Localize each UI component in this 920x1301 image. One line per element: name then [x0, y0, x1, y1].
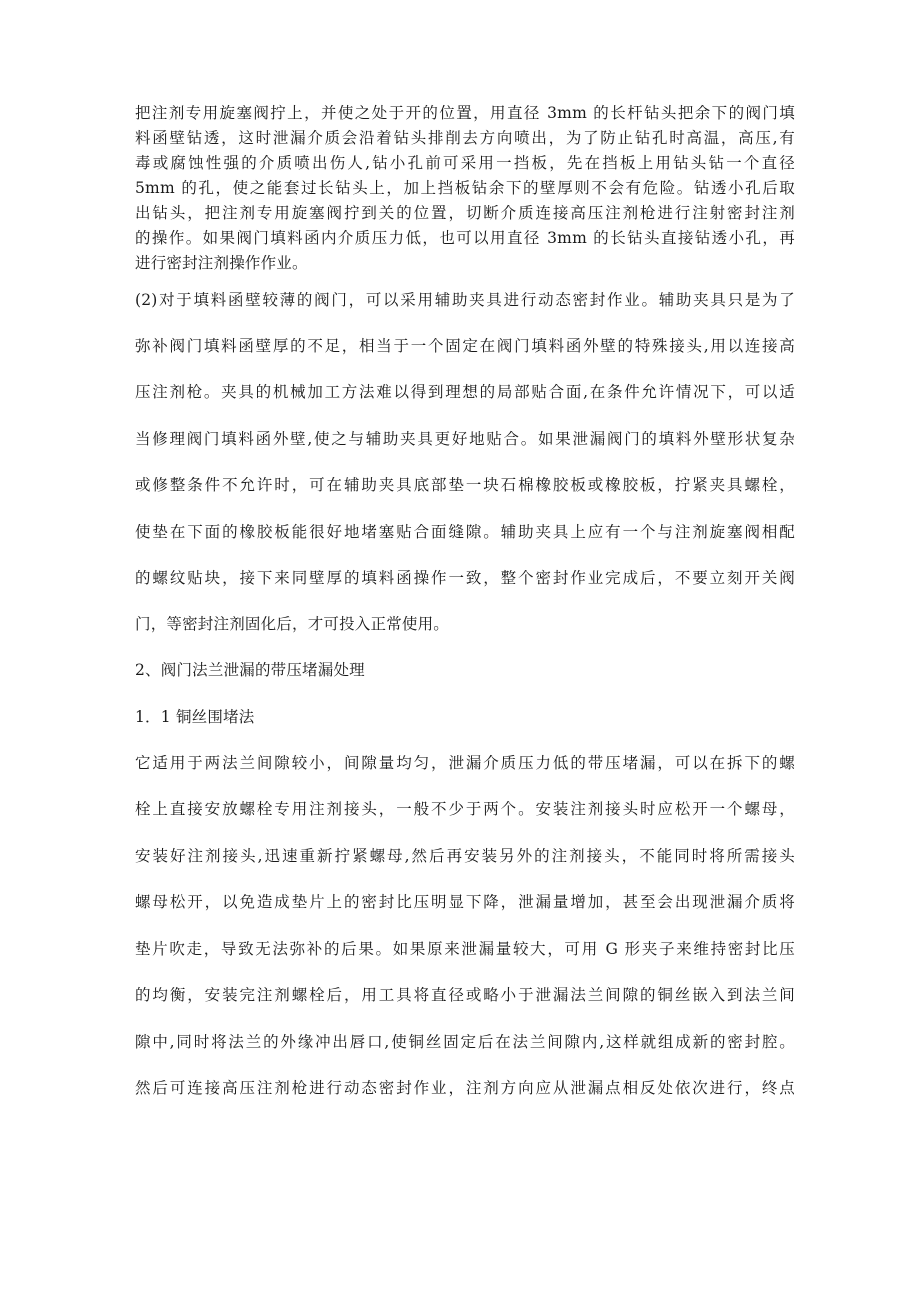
paragraph-3-line: 垫片吹走，导致无法弥补的后果。如果原来泄漏量较大，可用 G 形夹子来维持密封比压	[135, 940, 795, 958]
paragraph-3-line: 的均衡，安装完注剂螺栓后，用工具将直径或略小于泄漏法兰间隙的铜丝嵌入到法兰间	[135, 986, 795, 1004]
paragraph-2-line: 或修整条件不允许时，可在辅助夹具底部垫一块石棉橡胶板或橡胶板，拧紧夹具螺栓，	[135, 476, 795, 494]
paragraph-2-line: 门，等密封注剂固化后，才可投入正常使用。	[135, 615, 450, 633]
paragraph-2-line: (2)对于填料函壁较薄的阀门，可以采用辅助夹具进行动态密封作业。辅助夹具只是为了	[135, 291, 795, 309]
paragraph-2-line: 弥补阀门填料函壁厚的不足，相当于一个固定在阀门填料函外壁的特殊接头,用以连接高	[135, 337, 795, 355]
paragraph-1-line: 5mm 的孔，使之能套过长钻头上，加上挡板钻余下的壁厚则不会有危险。钻透小孔后取	[135, 179, 795, 197]
paragraph-2-line: 的螺纹贴块，接下来同壁厚的填料函操作一致，整个密封作业完成后，不要立刻开关阀	[135, 569, 795, 587]
subsection-heading: 1．1 铜丝围堵法	[135, 708, 255, 726]
paragraph-3-line: 然后可连接高压注剂枪进行动态密封作业，注剂方向应从泄漏点相反处依次进行，终点	[135, 1079, 795, 1097]
paragraph-3-line: 隙中,同时将法兰的外缘冲出唇口,使铜丝固定后在法兰间隙内,这样就组成新的密封腔。	[135, 1033, 795, 1051]
paragraph-1-line: 料函壁钻透，这时泄漏介质会沿着钻头排削去方向喷出，为了防止钻孔时高温，高压,有	[135, 129, 795, 147]
paragraph-1-line: 出钻头，把注剂专用旋塞阀拧到关的位置，切断介质连接高压注剂枪进行注射密封注剂	[135, 204, 795, 222]
paragraph-3-line: 螺母松开，以免造成垫片上的密封比压明显下降，泄漏量增加，甚至会出现泄漏介质将	[135, 893, 795, 911]
paragraph-3-line: 栓上直接安放螺栓专用注剂接头，一般不少于两个。安装注剂接头时应松开一个螺母，	[135, 800, 795, 818]
paragraph-1-line: 毒或腐蚀性强的介质喷出伤人,钻小孔前可采用一挡板，先在挡板上用钻头钻一个直径	[135, 154, 795, 172]
paragraph-1-line: 的操作。如果阀门填料函内介质压力低，也可以用直径 3mm 的长钻头直接钻透小孔，再	[135, 229, 795, 247]
paragraph-2-line: 压注剂枪。夹具的机械加工方法难以得到理想的局部贴合面,在条件允许情况下，可以适	[135, 383, 795, 401]
paragraph-1-line: 把注剂专用旋塞阀拧上，并使之处于开的位置，用直径 3mm 的长杆钻头把余下的阀门填	[135, 104, 795, 122]
paragraph-3-line: 安装好注剂接头,迅速重新拧紧螺母,然后再安装另外的注剂接头，不能同时将所需接头	[135, 847, 795, 865]
paragraph-2-line: 使垫在下面的橡胶板能很好地堵塞贴合面缝隙。辅助夹具上应有一个与注剂旋塞阀相配	[135, 523, 795, 541]
paragraph-2-line: 当修理阀门填料函外壁,使之与辅助夹具更好地贴合。如果泄漏阀门的填料外壁形状复杂	[135, 430, 795, 448]
paragraph-1-line: 进行密封注剂操作作业。	[135, 254, 308, 272]
section-heading: 2、阀门法兰泄漏的带压堵漏处理	[135, 661, 365, 679]
paragraph-3-line: 它适用于两法兰间隙较小，间隙量均匀，泄漏介质压力低的带压堵漏，可以在拆下的螺	[135, 754, 795, 772]
